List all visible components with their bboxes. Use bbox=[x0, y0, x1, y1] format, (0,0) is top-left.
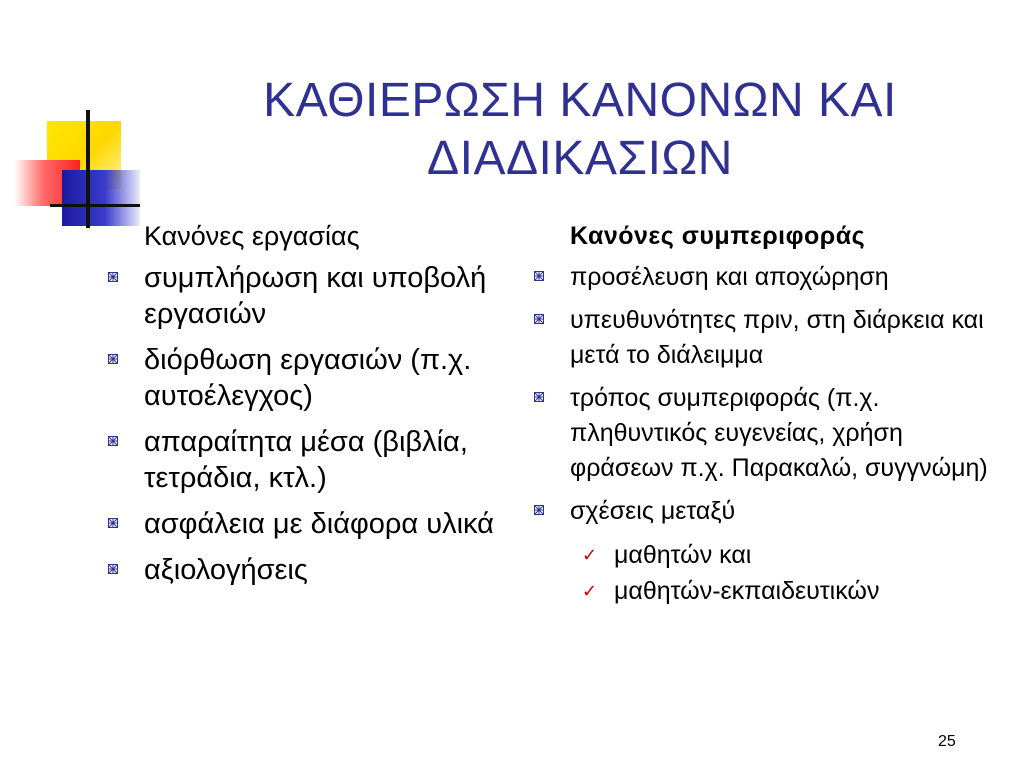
right-column-heading: Κανόνες συμπεριφοράς bbox=[570, 222, 866, 250]
list-item bbox=[528, 303, 998, 373]
right-column-sublist bbox=[528, 537, 998, 609]
list-item-text: αξιολογήσεις bbox=[144, 554, 308, 586]
horizontal-line bbox=[50, 204, 140, 207]
list-item bbox=[528, 381, 998, 486]
right-column-list bbox=[528, 260, 998, 529]
sub-list-item-text: μαθητών και bbox=[614, 541, 752, 569]
square-cross-bullet-icon bbox=[534, 392, 544, 402]
checkmark-icon: ✓ bbox=[582, 581, 598, 601]
list-item bbox=[528, 494, 998, 529]
square-cross-bullet-icon bbox=[108, 564, 118, 574]
list-item bbox=[100, 342, 520, 414]
list-item-text: ασφάλεια με διάφορα υλικά bbox=[144, 508, 494, 540]
list-item-text: υπευθυνότητες πριν, στη διάρκεια και μετά το διάλειμμα bbox=[570, 306, 984, 369]
square-cross-bullet-icon bbox=[534, 505, 544, 515]
square-cross-bullet-icon bbox=[534, 271, 544, 281]
list-item bbox=[100, 260, 520, 332]
sub-list-item-text: μαθητών-εκπαιδευτικών bbox=[614, 577, 880, 605]
page-number: 25 bbox=[938, 733, 956, 750]
list-item-text: σχέσεις μεταξύ bbox=[570, 497, 736, 525]
square-cross-bullet-icon bbox=[108, 354, 118, 364]
square-cross-bullet-icon bbox=[108, 436, 118, 446]
square-cross-bullet-icon bbox=[534, 314, 544, 324]
left-column-list bbox=[100, 260, 520, 588]
sub-list-item bbox=[528, 537, 998, 573]
list-item bbox=[528, 260, 998, 295]
list-item-text: διόρθωση εργασιών (π.χ. αυτοέλεγχος) bbox=[144, 344, 472, 412]
right-column bbox=[528, 218, 998, 609]
square-cross-bullet-icon bbox=[108, 518, 118, 528]
vertical-line bbox=[86, 110, 90, 228]
left-column bbox=[100, 218, 520, 598]
list-item bbox=[100, 552, 520, 588]
title-line-2: ΔΙΑΔΙΚΑΣΙΩΝ bbox=[427, 132, 733, 185]
list-item bbox=[100, 424, 520, 496]
square-cross-bullet-icon bbox=[108, 272, 118, 282]
slide-title bbox=[160, 72, 1000, 188]
checkmark-icon: ✓ bbox=[582, 545, 598, 565]
left-column-heading: Κανόνες εργασίας bbox=[144, 221, 360, 251]
list-item-text: απαραίτητα μέσα (βιβλία, τετράδια, κτλ.) bbox=[144, 426, 468, 494]
sub-list-item bbox=[528, 573, 998, 609]
list-item bbox=[100, 506, 520, 542]
list-item-text: τρόπος συμπεριφοράς (π.χ. πληθυντικός ευγενείας, χρήση φράσεων π.χ. Παρακαλώ, συγγνώμη) bbox=[570, 384, 988, 482]
list-item-text: συμπλήρωση και υποβολή εργασιών bbox=[144, 262, 487, 330]
list-item-text: προσέλευση και αποχώρηση bbox=[570, 263, 889, 291]
title-line-1: ΚΑΘΙΕΡΩΣΗ ΚΑΝΟΝΩΝ ΚΑΙ bbox=[263, 74, 897, 127]
decorative-logo bbox=[0, 0, 140, 240]
